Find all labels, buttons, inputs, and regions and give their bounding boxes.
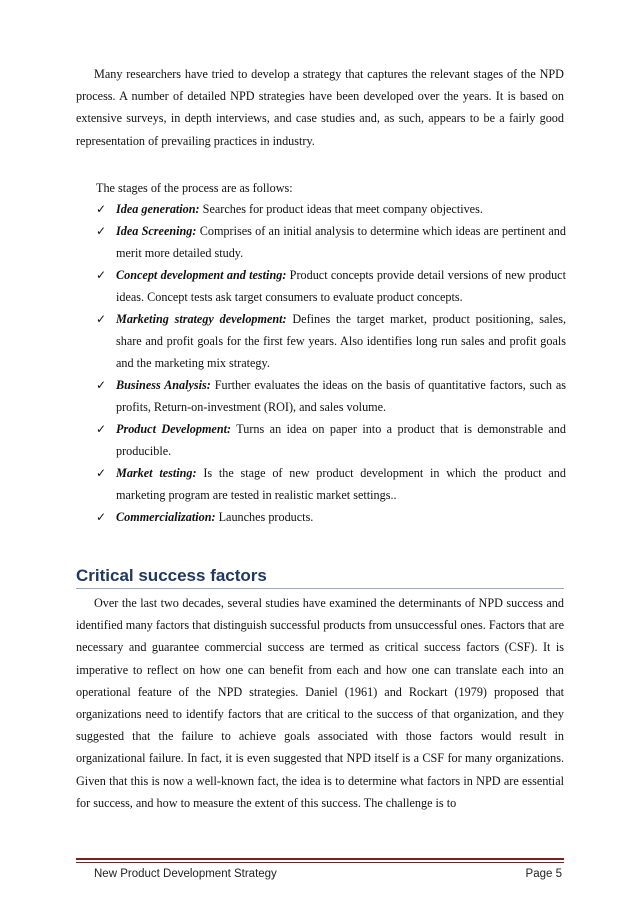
stage-term: Market testing: — [116, 466, 197, 480]
stage-item — [96, 308, 566, 374]
stage-term: Business Analysis: — [116, 378, 211, 392]
heading-underline — [76, 588, 564, 589]
stage-description: Searches for product ideas that meet company objectives. — [199, 202, 483, 216]
page-number: Page 5 — [525, 868, 562, 880]
stage-description: Turns an idea on paper into a product that is demonstrable and producible. — [116, 422, 566, 458]
stage-item — [96, 462, 566, 506]
stage-description: Comprises of an initial analysis to determine which ideas are pertinent and merit more detailed study. — [116, 224, 566, 260]
section-heading: Critical success factors — [76, 566, 267, 585]
stage-description: Product concepts provide detail versions of new product ideas. Concept tests ask target consumers to evaluate product concepts. — [116, 268, 566, 304]
stage-item — [96, 374, 566, 418]
stages-list — [96, 198, 566, 528]
checkmark-icon: ✓ — [96, 422, 107, 436]
stage-description: Defines the target market, product positioning, sales, share and profit goals for the first few years. Also identifies long run sales and profit goals and the marketing mix strategy. — [116, 312, 567, 370]
footer-rule — [76, 858, 564, 860]
intro-paragraph-text: Many researchers have tried to develop a strategy that captures the relevant stages of the NPD process. A number of detailed NPD strategies have been developed over the years. It is based on extensive surveys, in depth interviews, and case studies and, as such, appears to be a fairly good representation of prevailing practices in industry. — [76, 67, 564, 148]
stage-item — [96, 198, 566, 220]
stage-item — [96, 418, 566, 462]
checkmark-icon: ✓ — [96, 378, 107, 392]
stage-item — [96, 506, 566, 528]
checkmark-icon: ✓ — [96, 510, 107, 524]
stages-lead: The stages of the process are as follows: — [96, 181, 293, 195]
stage-description: Further evaluates the ideas on the basis of quantitative factors, such as profits, Return-on-investment (ROI), and sales volume. — [116, 378, 567, 414]
stage-term: Marketing strategy development: — [116, 312, 287, 326]
stage-term: Concept development and testing: — [116, 268, 287, 282]
checkmark-icon: ✓ — [96, 312, 107, 326]
stage-term: Idea Screening: — [116, 224, 197, 238]
csf-paragraph-text: Over the last two decades, several studies have examined the determinants of NPD success and identified many factors that distinguish successful products from unsuccessful ones. Factors that are necessary and guarantee commercial success are termed as critical success factors (CSF). It is imperative to reflect on how one can benefit from each and how one can translate each into an operational feature of the NPD strategies. Daniel (1961) and Rockart (1979) proposed that organizations need to identify factors that are critical to the success of that organization, and they suggested that the failure to achieve goals associated with those factors would result in organizational failure. In fact, it is even suggested that NPD itself is a CSF for many organizations. Given that this is now a well-known fact, the idea is to determine what factors in NPD are essential for success, and how to measure the extent of this success. The challenge is to — [76, 596, 564, 810]
checkmark-icon: ✓ — [96, 466, 107, 480]
intro-paragraph — [76, 63, 564, 152]
stage-item — [96, 264, 566, 308]
checkmark-icon: ✓ — [96, 202, 107, 216]
stage-term: Commercialization: — [116, 510, 216, 524]
csf-paragraph — [76, 592, 564, 814]
stage-term: Product Development: — [116, 422, 232, 436]
footer-title: New Product Development Strategy — [94, 868, 277, 880]
stage-item — [96, 220, 566, 264]
checkmark-icon: ✓ — [96, 224, 107, 238]
footer-rule-thin — [76, 862, 564, 863]
stage-description: Launches products. — [215, 510, 314, 524]
stage-term: Idea generation: — [116, 202, 200, 216]
page-footer — [94, 868, 562, 880]
checkmark-icon: ✓ — [96, 268, 107, 282]
stage-description: Is the stage of new product development in which the product and marketing program are tested in realistic market settings.. — [116, 466, 566, 502]
